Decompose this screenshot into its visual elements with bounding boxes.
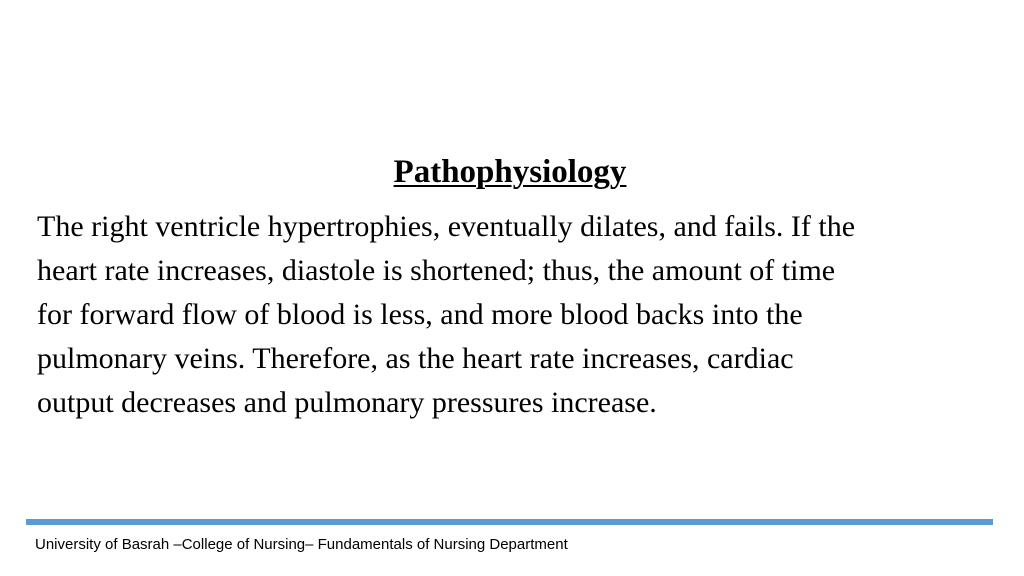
body-line: The right ventricle hypertrophies, eventually dilates, and fails. If the <box>37 210 856 243</box>
footer-divider <box>26 519 993 525</box>
slide-title: Pathophysiology <box>393 154 627 190</box>
body-line: for forward flow of blood is less, and more blood backs into the <box>37 298 803 331</box>
footer-text: University of Basrah –College of Nursing– Fundamentals of Nursing Department <box>35 536 568 553</box>
body-line: pulmonary veins. Therefore, as the heart rate increases, cardiac <box>37 342 794 375</box>
body-line: heart rate increases, diastole is shortened; thus, the amount of time <box>37 254 836 287</box>
body-line: output decreases and pulmonary pressures increase. <box>37 386 657 419</box>
slide-body <box>37 205 987 425</box>
